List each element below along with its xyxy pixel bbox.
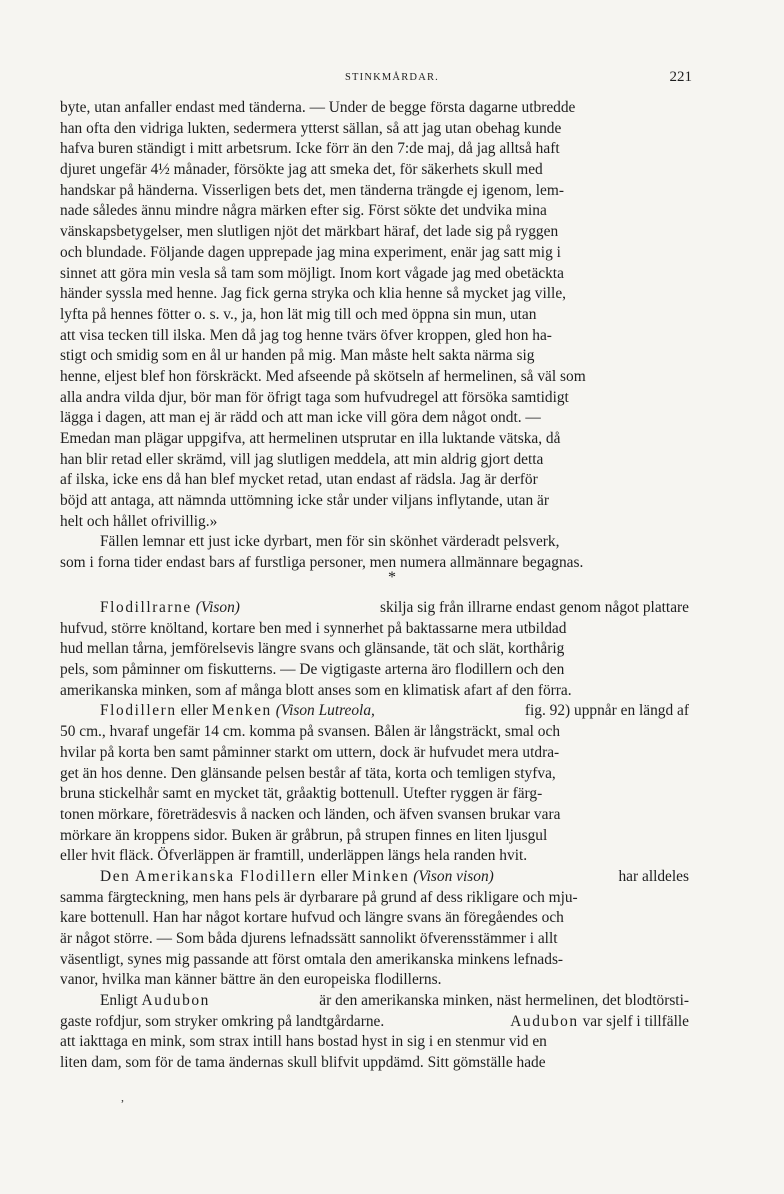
text-line: nade således ännu mindre några märken efter sig. Först sökte det undvika mina: [60, 202, 547, 220]
text-line: liten dam, som för de tama ändernas skull blifvit uppdämd. Sitt gömställe hade: [60, 1054, 546, 1072]
term-spaced: Flodillern: [100, 702, 177, 720]
latin-name: (Vison): [195, 599, 240, 616]
text-line: bruna stickelhår samt en mycket tät, gråaktig bottenull. Utefter ryggen är färg-: [60, 785, 543, 803]
running-title: STINKMÅRDAR.: [344, 72, 440, 83]
author-name: Audubon: [510, 1012, 579, 1030]
author-name: Audubon: [141, 992, 210, 1010]
text-line: henne, eljest blef hon förskräckt. Med afseende på skötseln af hermelinen, så väl som: [60, 367, 586, 385]
paragraph-first-line: Flodillern eller Menken (Vison Lutreola, fig. 92) uppnår en längd af: [60, 701, 689, 722]
stray-ink-mark: ,: [121, 1090, 124, 1104]
text-line: gaste rofdjur, som stryker omkring på landtgårdarne. Audubon var sjelf i tillfälle: [60, 1012, 689, 1033]
text-line: och blundade. Följande dagen upprepade jag mina experiment, enär jag satt mig i: [60, 243, 561, 261]
text-line: vanor, hvilka man känner bättre än den europeiska flodillerns.: [60, 971, 442, 989]
text-line: tonen mörkare, företrädesvis å nacken och länden, och äfven svansen brukar vara: [60, 805, 561, 823]
term-spaced: Flodillrarne: [100, 599, 192, 616]
text-line: stigt och smidig som en ål ur handen på mig. Man måste helt sakta närma sig: [60, 347, 535, 365]
text-line: af ilska, icke ens då han blef mycket retad, utan endast af rädsla. Jag är derför: [60, 471, 538, 489]
text-line: Emedan man plägar uppgifva, att hermelinen utsprutar en illa luktande vätska, då: [60, 430, 561, 447]
text-line: böjd att antaga, att nämnda uttömning icke står under viljans inflytande, utan är: [60, 492, 549, 510]
text-line: hvilar på korta ben samt påminner starkt om uttern, dock är hufvudet mera utdra-: [60, 743, 560, 761]
section-2-text: [60, 598, 689, 1074]
term-spaced: Menken: [211, 702, 272, 720]
running-head: [0, 69, 784, 88]
text-line: som i forna tider endast bars af furstliga personer, men numera allmännare begagnas.: [60, 554, 584, 572]
text-line: hafva buren ständigt i mitt arbetsrum. Icke förr än den 7:de maj, då jag alltså haft: [60, 140, 560, 158]
text-line: lyfta på hennes fötter o. s. v., ja, hon lät mig till och med öppna sin mun, utan: [60, 305, 537, 323]
text-line: sinnet att göra min vesla så tam som möjligt. Inom kort vågade jag med obetäckta: [60, 264, 564, 282]
section-separator: *: [388, 569, 396, 586]
text-line: han blir retad eller skrämd, vill jag slutligen meddela, att min aldrig gjort detta: [60, 450, 544, 468]
section-1-text: [60, 98, 689, 574]
text-line: handskar på händerna. Visserligen bets det, men tänderna trängde ej igenom, lem-: [60, 181, 564, 199]
text-line: byte, utan anfaller endast med tänderna. — Under de begge första dagarne utbredde: [60, 99, 576, 116]
page-number: 221: [669, 69, 692, 85]
text-line: pels, som påminner om fiskutterns. — De vigtigaste arterna äro flodillern och den: [60, 661, 565, 679]
text-line: eller hvit fläck. Öfverläppen är framtill, underläppen längs hela randen hvit.: [60, 847, 528, 865]
text-line: Fällen lemnar ett just icke dyrbart, men för sin skönhet värderadt pelsverk,: [100, 533, 560, 551]
text-line: vänskapsbetygelser, men slutligen njöt det märkbart häraf, det lade sig på ryggen: [60, 223, 559, 241]
text-line: mörkare än kroppens sidor. Buken är gråbrun, på strupen finnes en liten ljusgul: [60, 826, 548, 844]
text-line: händer syssla med henne. Jag fick gerna stryka och klia henne så mycket jag ville,: [60, 285, 567, 303]
text-line: hud mellan tårna, jemförelsevis längre svans och glänsande, tät och slät, korthårig: [60, 640, 565, 658]
text-line: samma färgteckning, men hans pels är dyrbarare på grund af dess rikligare och mju-: [60, 888, 578, 906]
text-line: lägga i dagen, att man ej är rädd och att man icke vill göra dem något ondt. —: [60, 409, 541, 427]
paragraph-first-line: Flodillrarne (Vison) skilja sig från illrarne endast genom något plattare: [60, 598, 689, 619]
text-line: är något större. — Som båda djurens lefnadssätt sannolikt öfverensstämmer i allt: [60, 930, 558, 947]
text-line: amerikanska minken, som af många blott anses som en klimatisk afart af den förra.: [60, 681, 572, 699]
latin-name: (Vison vison): [413, 867, 494, 885]
text-line: alla andra vilda djur, bör man för öfrigt taga som hufvudregel att försöka samtidigt: [60, 388, 569, 406]
paragraph-first-line: Den Amerikanska Flodillern eller Minken (Vison vison) har alldeles: [60, 867, 689, 888]
text-line: han ofta den vidriga lukten, sedermera ytterst sällan, så att jag utan obehag kunde: [60, 119, 562, 137]
latin-name: (Vison Lutreola,: [275, 702, 375, 720]
text-line: väsentligt, synes mig passande att först omtala den amerikanska minkens lefnads-: [60, 950, 564, 968]
text-line: att visa tecken till ilska. Men då jag tog henne tvärs öfver kroppen, gled hon ha-: [60, 326, 552, 344]
text-line: djuret ungefär 4½ månader, försökte jag att smeka det, för säkerhets skull med: [60, 161, 543, 179]
text-line: get än hos denne. Den glänsande pelsen består af täta, korta och temligen styfva,: [60, 764, 556, 782]
text-line: kare bottenull. Han har något kortare hufvud och längre svans än föregåendes och: [60, 909, 564, 927]
text-line: helt och hållet ofrivillig.»: [60, 512, 218, 530]
text-line: hufvud, större knöltand, kortare ben med i synnerhet på baktassarne mera utbildad: [60, 619, 567, 637]
text-line: att iakttaga en mink, som strax intill hans bostad hyst in sig i en stenmur vid en: [60, 1033, 547, 1051]
paragraph-first-line: Enligt Audubon är den amerikanska minken, näst hermelinen, det blodtörsti-: [60, 991, 689, 1012]
term-spaced: Den Amerikanska Flodillern: [100, 867, 317, 885]
term-spaced: Minken: [351, 867, 410, 885]
text-line: 50 cm., hvaraf ungefär 14 cm. komma på svansen. Bålen är långsträckt, smal och: [60, 723, 561, 741]
